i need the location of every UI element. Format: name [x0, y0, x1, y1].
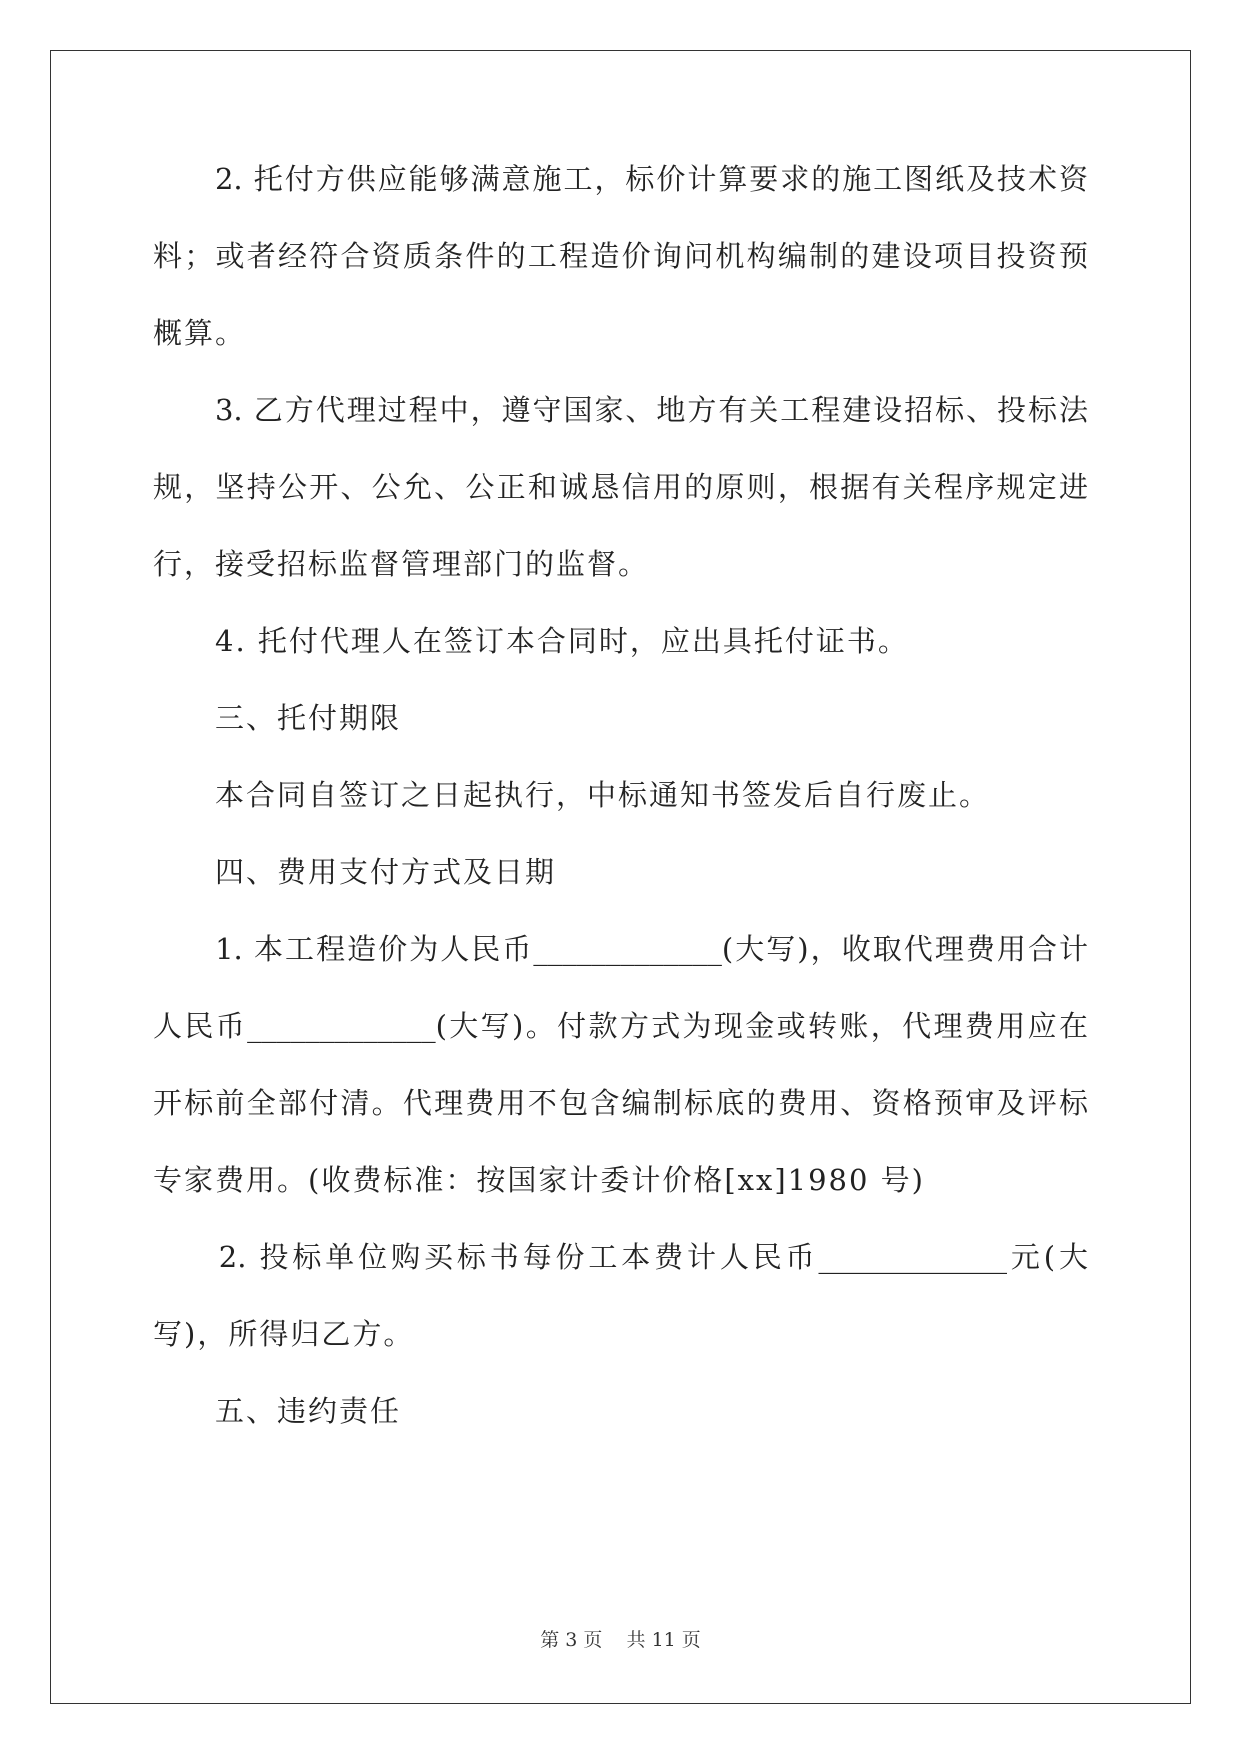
text-line: 2. 投标单位购买标书每份工本费计人民币_____________元(大 — [153, 1240, 1088, 1274]
section-heading: 五、违约责任 — [153, 1394, 402, 1428]
text-line: 本合同自签订之日起执行，中标通知书签发后自行废止。 — [153, 778, 991, 812]
section-heading: 三、托付期限 — [153, 701, 402, 735]
section-heading: 四、费用支付方式及日期 — [153, 855, 557, 889]
text-line: 人民币_____________(大写)。付款方式为现金或转账，代理费用应在 — [153, 1009, 1088, 1043]
text-line: 2. 托付方供应能够满意施工，标价计算要求的施工图纸及技术资 — [153, 162, 1088, 196]
page-number: 第 3 页 — [540, 1629, 603, 1651]
text-line: 1. 本工程造价为人民币_____________(大写)，收取代理费用合计 — [153, 932, 1088, 966]
text-line: 开标前全部付清。代理费用不包含编制标底的费用、资格预审及评标 — [153, 1086, 1088, 1120]
text-line: 3. 乙方代理过程中，遵守国家、地方有关工程建设招标、投标法 — [153, 393, 1088, 427]
text-line: 规，坚持公开、公允、公正和诚恳信用的原则，根据有关程序规定进 — [153, 470, 1088, 504]
total-pages: 共 11 页 — [626, 1629, 701, 1651]
text-line: 4. 托付代理人在签订本合同时，应出具托付证书。 — [153, 624, 909, 658]
text-line: 专家费用。(收费标准：按国家计委计价格[xx]1980 号) — [153, 1163, 925, 1197]
text-line: 行，接受招标监督管理部门的监督。 — [153, 547, 650, 581]
page-footer — [0, 1628, 1241, 1652]
text-line: 料；或者经符合资质条件的工程造价询问机构编制的建设项目投资预 — [153, 239, 1088, 273]
text-line: 概算。 — [153, 316, 247, 350]
text-line: 写)，所得归乙方。 — [153, 1317, 415, 1351]
